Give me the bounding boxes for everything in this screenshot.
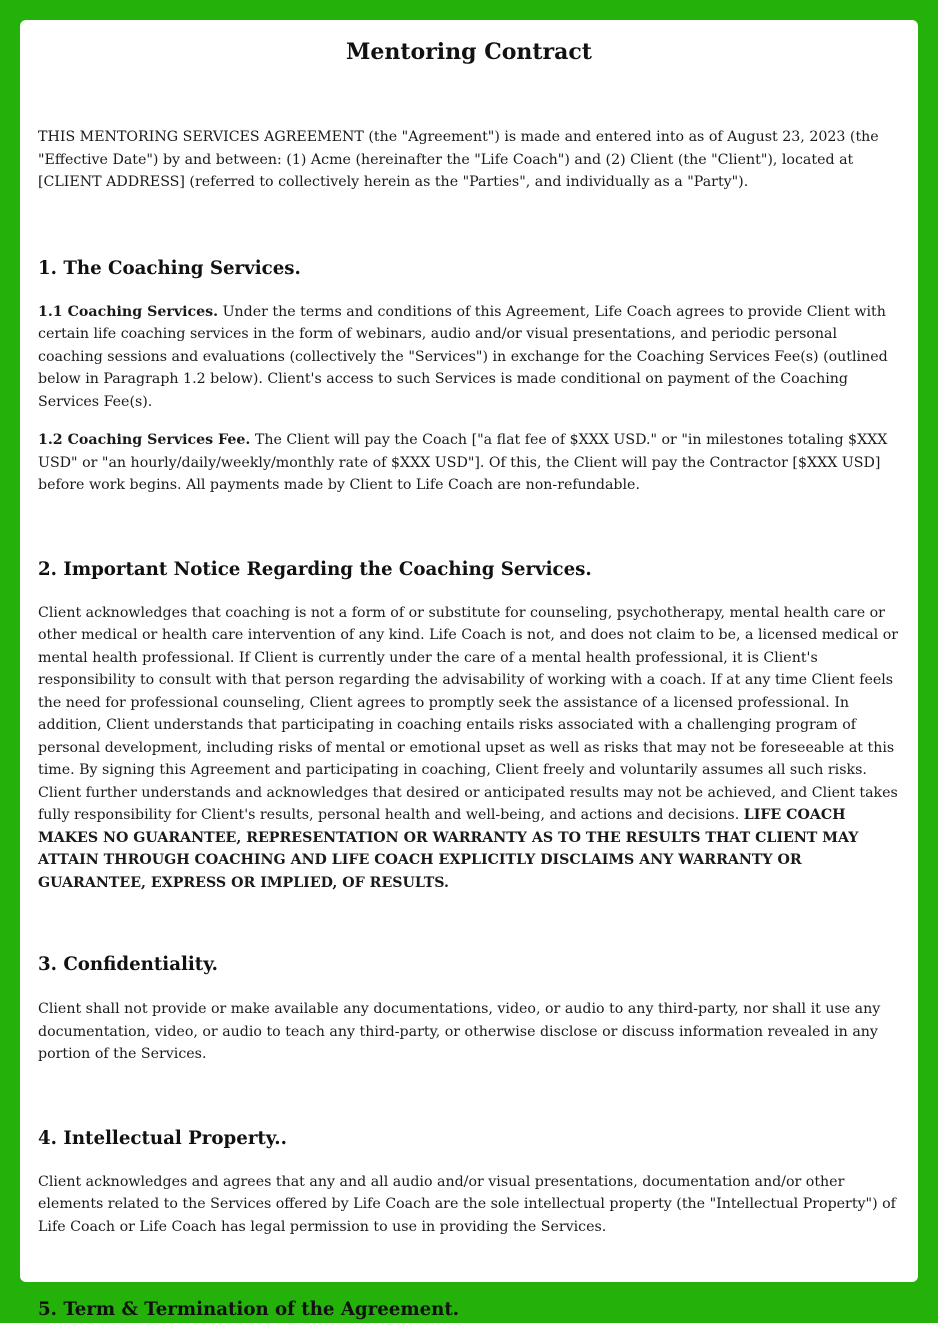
clause-lead: 1.2 Coaching Services Fee. <box>38 432 251 448</box>
clause-1-2 <box>38 429 900 497</box>
clause-lead: 1.1 Coaching Services. <box>38 303 219 320</box>
document-title: Mentoring Contract <box>346 39 592 65</box>
intellectual-property-paragraph: Client acknowledges and agrees that any and all audio and/or visual presentations, documentation and/or other elements related to the Services offered by Life Coach are the sole intellectual property (the "Intellectual Property") of Life Coach or Life Coach has legal permission to use in providing the Services. <box>38 1173 896 1235</box>
document-page <box>20 20 918 1320</box>
intro-paragraph: THIS MENTORING SERVICES AGREEMENT (the "Agreement") is made and entered into as of August 23, 2023 (the "Effective Date") by and between: (1) Acme (hereinafter the "Life Coach") and (2) Client (the "Client"), located at [CLIENT ADDRESS] (referred to collectively herein as the "Parties", and individually as a "Party"). <box>38 129 879 190</box>
section-heading: 1. The Coaching Services. <box>38 257 301 279</box>
section-important-notice <box>38 557 900 895</box>
confidentiality-paragraph: Client shall not provide or make available any documentations, video, or audio to any third-party, nor shall it use any documentation, video, or audio to teach any third-party, or otherwise disclose or discuss information revealed in any portion of the Services. <box>38 1001 881 1062</box>
section-confidentiality <box>38 952 900 1066</box>
section-intellectual-property <box>38 1126 900 1239</box>
clause-text: The Client will pay the Coach ["a flat fee of $XXX USD." or "in milestones totaling $XXX USD" or "an hourly/daily/weekly/monthly rate of $XXX USD"]. Of this, the Client will pay the Contractor [$XXX USD] before work begins. All payments made by Client to Life Coach are non-refundable. <box>38 432 888 493</box>
clause-text: Under the terms and conditions of this Agreement, Life Coach agrees to provide Client with certain life coaching services in the form of webinars, audio and/or visual presentations, and periodic personal coaching sessions and evaluations (collectively the "Services") in exchange for the Coaching Services Fee(s) (outlined below in Paragraph 1.2 below). Client's access to such Services is made conditional on payment of the Coaching Services Fee(s). <box>38 303 888 410</box>
section-heading: 2. Important Notice Regarding the Coaching Services. <box>38 558 592 580</box>
section-coaching-services <box>38 256 900 497</box>
disclaimer-text: LIFE COACH MAKES NO GUARANTEE, REPRESENTATION OR WARRANTY AS TO THE RESULTS THAT CLIENT MAY ATTAIN THROUGH COACHING AND LIFE COACH EXPLICITLY DISCLAIMS ANY WARRANTY OR GUARANTEE, EXPRESS OR IMPLIED, OF RESULTS. <box>38 807 859 891</box>
section-heading: 4. Intellectual Property.. <box>38 1127 287 1149</box>
section-heading: 3. Confidentiality. <box>38 954 219 975</box>
notice-text: Client acknowledges that coaching is not a form of or substitute for counseling, psychotherapy, mental health care or other medical or health care intervention of any kind. Life Coach is not, and does not claim to be, a licensed medical or mental health professional. If Client is currently under the care of a mental health professional, it is Client's responsibility to consult with that person regarding the advisability of working with a coach. If at any time Client feels the need for professional counseling, Client agrees to promptly seek the assistance of a licensed professional. In addition, Client understands that participating in coaching entails risks associated with a challenging program of personal development, including risks of mental or emotional upset as well as risks that may not be foreseeable at this time. By signing this Agreement and participating in coaching, Client freely and voluntarily assumes all such risks. Client further understands and acknowledges that desired or anticipated results may not be achieved, and Client takes fully responsibility for Client's results, personal health and well-being, and actions and decisions. <box>38 604 899 823</box>
notice-paragraph <box>38 602 900 895</box>
section-heading: 5. Term & Termination of the Agreement. <box>38 1299 460 1320</box>
section-term-termination <box>38 1297 900 1323</box>
clause-1-1 <box>38 301 900 414</box>
